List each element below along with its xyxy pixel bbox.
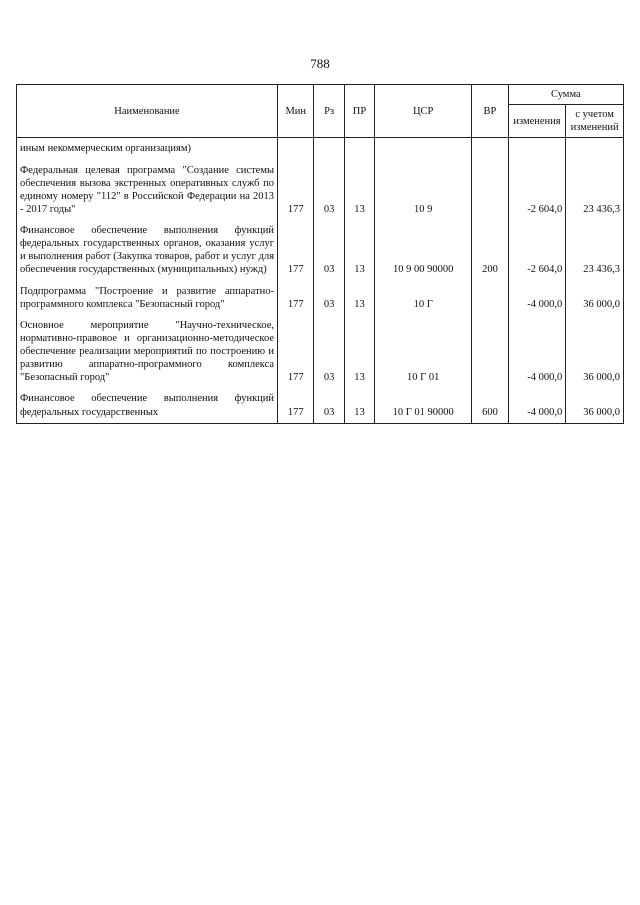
header-with-change: с учетом изменений (566, 105, 624, 138)
header-rz: Рз (314, 85, 344, 138)
cell-pr: 13 (344, 160, 374, 221)
cell-csr: 10 Г 01 90000 (375, 388, 472, 423)
table-header (17, 85, 624, 138)
cell-name: Федеральная целевая программа "Создание системы обеспечения вызова экстренных оперативных служб по единому номеру "112" в Российской Федерации на 2013 - 2017 годы" (17, 160, 278, 221)
table-row (17, 315, 624, 389)
cell-min: 177 (278, 160, 314, 221)
cell-vr (472, 315, 508, 389)
cell-with-change: 23 436,3 (566, 160, 624, 221)
cell-with-change: 36 000,0 (566, 315, 624, 389)
cell-vr (472, 281, 508, 315)
header-pr: ПР (344, 85, 374, 138)
cell-csr: 10 Г 01 (375, 315, 472, 389)
cell-change: -2 604,0 (508, 160, 566, 221)
cell-csr: 10 9 00 90000 (375, 220, 472, 281)
cell-rz: 03 (314, 160, 344, 221)
continuation-text: иным некоммерческим организациям) (17, 138, 278, 160)
cell-name: Финансовое обеспечение выполнения функций федеральных государственных органов, оказания услуг и выполнения работ (Закупка товаров, работ и услуг для обеспечения государственных (муниципальных) нужд) (17, 220, 278, 281)
cell-pr: 13 (344, 220, 374, 281)
budget-table (16, 84, 624, 424)
header-min: Мин (278, 85, 314, 138)
cell-change: -4 000,0 (508, 315, 566, 389)
table-row (17, 281, 624, 315)
cell-pr: 13 (344, 388, 374, 423)
cell-csr: 10 9 (375, 160, 472, 221)
header-vr: ВР (472, 85, 508, 138)
cell-name: Финансовое обеспечение выполнения функций федеральных государственных (17, 388, 278, 423)
page-number: 788 (310, 56, 330, 71)
cell-name: Основное мероприятие "Научно-техническое, нормативно-правовое и организационно-методическое обеспечение реализации мероприятий по построению и развитию аппаратно-программного комплекса "Безопасный город" (17, 315, 278, 389)
continuation-row (17, 138, 624, 160)
table-row (17, 160, 624, 221)
cell-change: -2 604,0 (508, 220, 566, 281)
cell-pr: 13 (344, 315, 374, 389)
cell-change: -4 000,0 (508, 388, 566, 423)
cell-rz: 03 (314, 315, 344, 389)
header-name: Наименование (17, 85, 278, 138)
header-csr: ЦСР (375, 85, 472, 138)
cell-min: 177 (278, 388, 314, 423)
cell-min: 177 (278, 220, 314, 281)
cell-vr (472, 160, 508, 221)
cell-pr: 13 (344, 281, 374, 315)
cell-rz: 03 (314, 281, 344, 315)
cell-name: Подпрограмма "Построение и развитие аппаратно-программного комплекса "Безопасный город" (17, 281, 278, 315)
cell-min: 177 (278, 315, 314, 389)
cell-csr: 10 Г (375, 281, 472, 315)
cell-vr: 600 (472, 388, 508, 423)
table-row (17, 220, 624, 281)
cell-rz: 03 (314, 388, 344, 423)
cell-with-change: 23 436,3 (566, 220, 624, 281)
header-change: изменения (508, 105, 566, 138)
cell-rz: 03 (314, 220, 344, 281)
header-sum: Сумма (508, 85, 623, 105)
cell-with-change: 36 000,0 (566, 388, 624, 423)
cell-vr: 200 (472, 220, 508, 281)
cell-min: 177 (278, 281, 314, 315)
cell-with-change: 36 000,0 (566, 281, 624, 315)
cell-change: -4 000,0 (508, 281, 566, 315)
table-body (17, 138, 624, 423)
table-row (17, 388, 624, 423)
